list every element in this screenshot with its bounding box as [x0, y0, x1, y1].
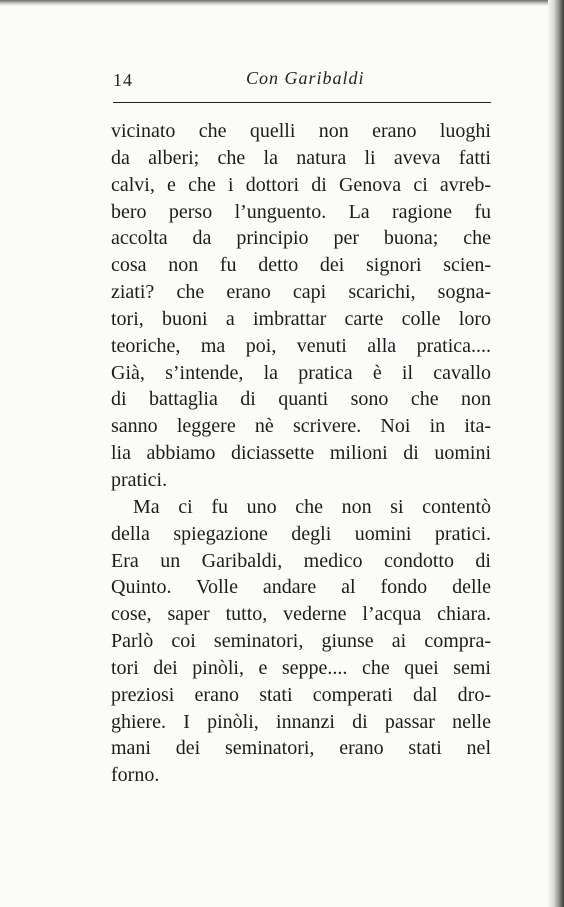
text-line: bero perso l’unguento. La ragione fu — [111, 200, 491, 223]
text-line: tori dei pinòli, e seppe.... che quei semi — [111, 656, 491, 679]
running-title: Con Garibaldi — [246, 68, 365, 88]
text-line: teoriche, ma poi, venuti alla pratica.... — [111, 334, 491, 357]
text-line: tori, buoni a imbrattar carte colle loro — [111, 307, 491, 330]
text-line: calvi, e che i dottori di Genova ci avreb- — [111, 173, 491, 196]
text-line: Quinto. Volle andare al fondo delle — [111, 576, 491, 599]
page-binding-edge — [548, 0, 564, 907]
text-line: lia abbiamo diciassette milioni di uomini — [111, 442, 491, 465]
text-line: Era un Garibaldi, medico condotto di — [111, 549, 491, 572]
page-number: 14 — [113, 70, 133, 90]
text-line: da alberi; che la natura li aveva fatti — [111, 146, 491, 169]
text-line: cose, saper tutto, vederne l’acqua chiara. — [111, 603, 491, 626]
header-rule — [113, 102, 491, 103]
paragraph-end-line: forno. — [111, 764, 160, 787]
text-line: mani dei seminatori, erano stati nel — [111, 737, 491, 760]
paragraph-end-line: pratici. — [111, 468, 168, 491]
text-line: ghiere. I pinòli, innanzi di passar nelle — [111, 710, 491, 733]
text-line: della spiegazione degli uomini pratici. — [111, 522, 491, 545]
text-line: preziosi erano stati comperati dal dro- — [111, 683, 491, 706]
text-line: vicinato che quelli non erano luoghi — [111, 120, 491, 142]
text-line: Già, s’intende, la pratica è il cavallo — [111, 361, 491, 384]
text-line: accolta da principio per buona; che — [111, 227, 491, 250]
text-line: cosa non fu detto dei signori scien- — [111, 254, 491, 277]
text-line: Parlò coi seminatori, giunse ai compra- — [111, 630, 491, 653]
running-head — [0, 0, 564, 110]
body-text — [111, 118, 491, 789]
paragraph-start-line: Ma ci fu uno che non si contentò — [133, 495, 491, 518]
text-line: di battaglia di quanti sono che non — [111, 388, 491, 411]
text-line: sanno leggere nè scrivere. Noi in ita- — [111, 415, 491, 438]
text-line: ziati? che erano capi scarichi, sogna- — [111, 281, 491, 304]
